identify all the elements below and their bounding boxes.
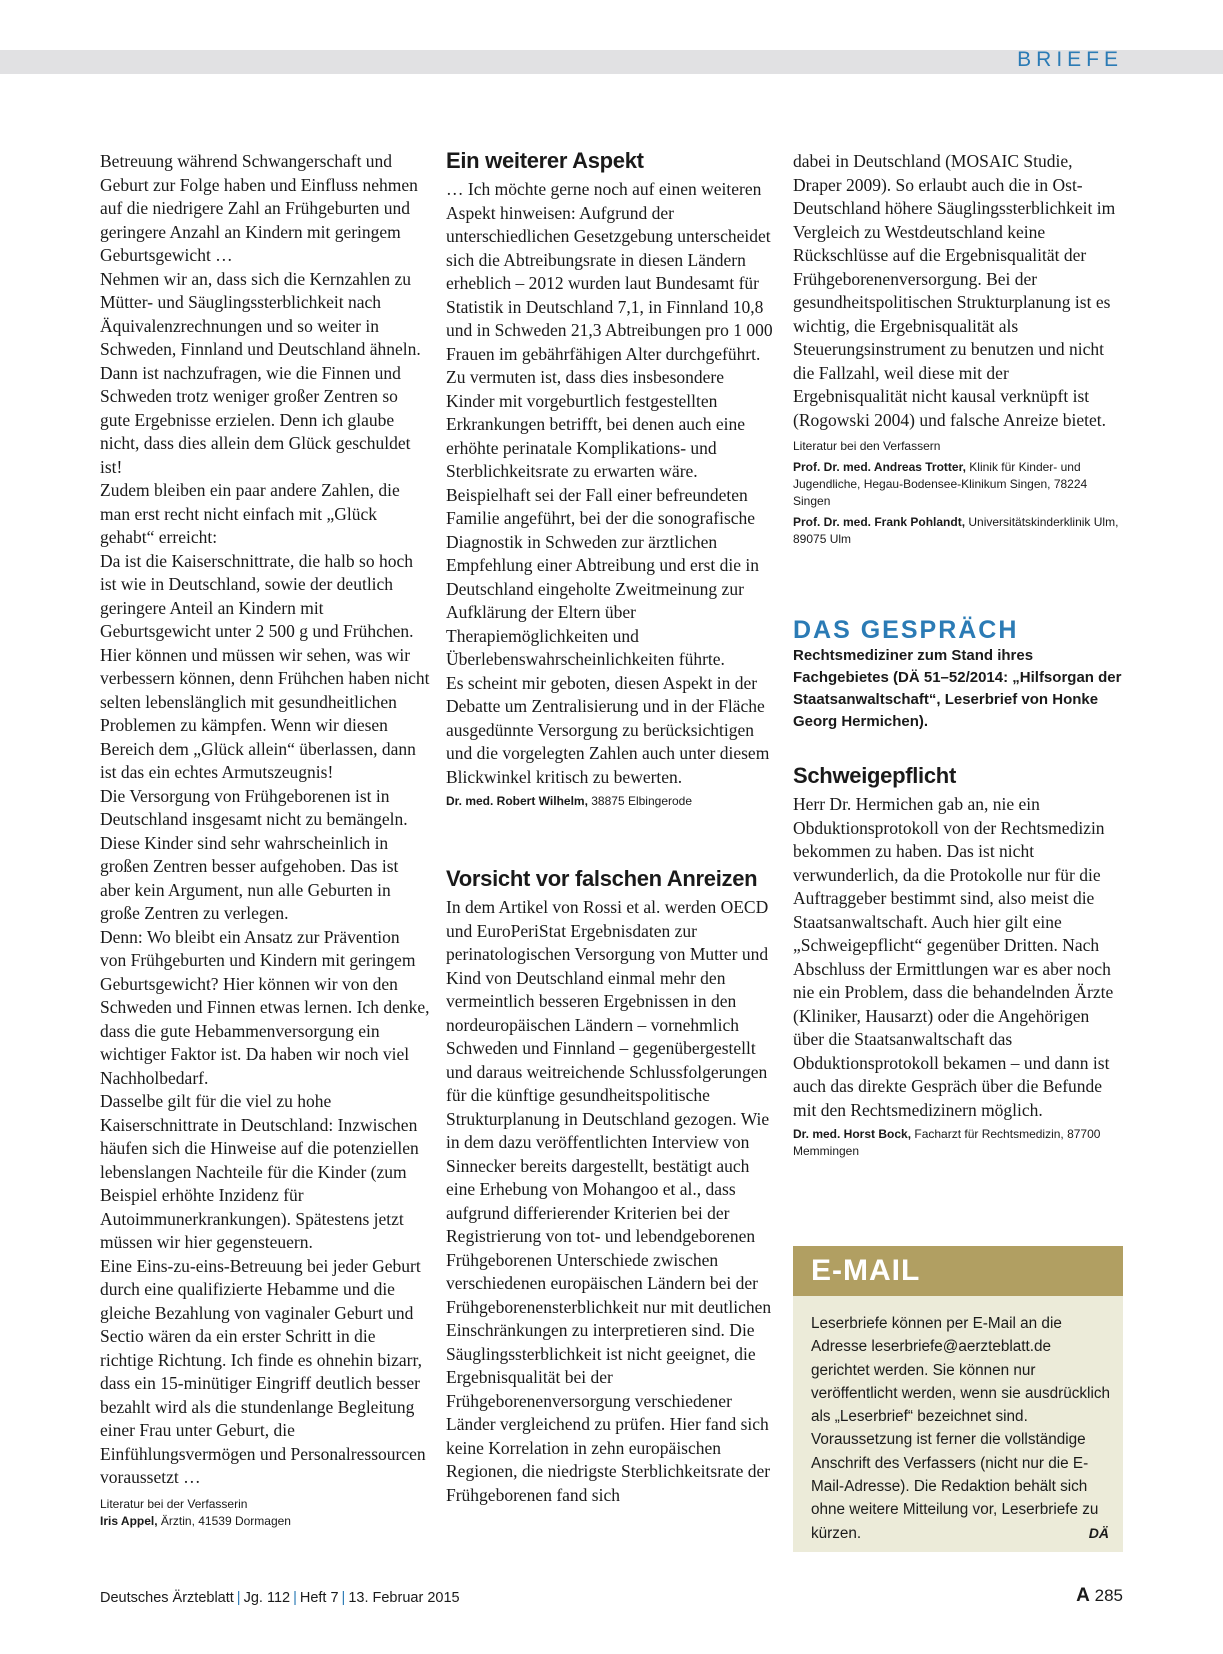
email-info-box [793,1246,1123,1552]
letter-body [793,793,1123,1122]
author-signature [446,793,776,810]
author-signature [100,1513,430,1530]
page-footer [100,1590,460,1606]
paragraph: Nehmen wir an, dass sich die Kernzahlen zu Mütter- und Säuglingssterblichkeit nach Äquivalenzrechnungen und so weiter in Schweden, Finnland und Deutschland ähneln. Dann ist nachzufragen, wie die Finnen und Schweden trotz weniger großer Zentren so gute Ergebnisse erzielen. Denn ich glaube nicht, dass dies allein dem Glück geschuldet ist! [100,268,421,477]
section-subtitle: Rechtsmediziner zum Stand ihres Fachgebietes (DÄ 51–52/2014: „Hilfsorgan der Staatsanwaltschaft“, Leserbrief von Honke Georg Hermichen). [793,647,1122,730]
email-box-text [793,1296,1123,1545]
section-label: BRIEFE [1017,48,1123,71]
literature-note: Literatur bei den Verfassern [793,439,941,453]
letter-heading: Ein weiterer Aspekt [446,148,644,173]
author-detail: Facharzt für Rechtsmedizin, 87700 Memmingen [793,1127,1101,1158]
letter-heading: Vorsicht vor falschen Anreizen [446,866,758,891]
letter-heading: Schweigepflicht [793,763,956,788]
paragraph: Da ist die Kaiserschnittrate, die halb so hoch ist wie in Deutschland, sowie der deutlich geringere Anteil an Kindern mit Geburtsgewicht unter 2 500 g und Frühchen. Hier können und müssen wir sehen, was wir verbessern können, denn Frühchen haben nicht selten lebenslänglich mit gesundheitlichen Problemen zu kämpfen. Wenn wir diesen Bereich dem „Glück allein“ überlassen, dann ist das ein echtes Armutszeugnis! [100,550,430,782]
paragraph: … Ich möchte gerne noch auf einen weiteren Aspekt hinweisen: Aufgrund der unterschiedlichen Gesetzgebung unterscheidet sich die Abtreibungsrate in diesen Ländern erheblich – 2012 wurden laut Bundesamt für Statistik in Deutschland 7,1, in Finnland 10,8 und in Schweden 21,3 Abtreibungen pro 1 000 Frauen im gebährfähigen Alter durchgeführt. Zu vermuten ist, dass dies insbesondere Kinder mit vorgeburtlich festgestellten Erkrankungen betrifft, bei denen auch eine erhöhte perinatale Komplikations- und Sterblichkeitsrate zu erwarten wäre. Beispielhaft sei der Fall einer befreundeten Familie angeführt, bei der die sonografische Diagnostik in Schweden zur ärztlichen Empfehlung einer Abtreibung und erst die in Deutschland eingeholte Zweitmeinung zur Aufklärung der Eltern über Therapiemöglichkeiten und Überlebenswahrscheinlichkeiten führte. [446,179,773,669]
page-prefix: A [1076,1585,1090,1606]
email-box-signature: DÄ [1088,1524,1109,1541]
email-box-title: E-MAIL [793,1246,1123,1296]
literature-note: Literatur bei der Verfasserin [100,1496,248,1511]
journal-issue: Heft 7 [299,1590,339,1606]
author-name: Prof. Dr. med. Andreas Trotter, [793,460,966,474]
paragraph: Betreuung während Schwangerschaft und Geburt zur Folge haben und Einfluss nehmen auf die niedrigere Zahl an Frühgeburten und geringere Anzahl an Kindern mit geringem Geburtsgewicht … [100,151,418,265]
paragraph: dabei in Deutschland (MOSAIC Studie, Draper 2009). So erlaubt auch die in Ost-Deutschland höhere Säuglingssterblichkeit im Vergleich zu Westdeutschland keine Rückschlüsse auf die Ergebnisqualität der Frühgeborenenversorgung. Bei der gesundheitspolitischen Strukturplanung ist es wichtig, die Ergebnisqualität als Steuerungsinstrument zu benutzen und nicht die Fallzahl, weil diese mit der Ergebnisqualität nicht kausal verknüpft ist (Rogowski 2004) und falsche Anreize bietet. [793,151,1116,430]
paragraph: Zudem bleiben ein paar andere Zahlen, die man erst recht nicht einfach mit „Glück gehabt“ erreicht: [100,480,400,547]
author-detail: Klinik für Kinder- und Jugendliche, Hegau-Bodensee-Klinikum Singen, 78224 Singen [793,460,1088,508]
paragraph: Die Versorgung von Frühgeborenen ist in Deutschland insgesamt nicht zu bemängeln. Diese Kinder sind sehr wahrscheinlich in großen Zentren besser aufgehoben. Das ist aber kein Argument, nun alle Geburten in große Zentren zu verlegen. [100,785,408,923]
author-name: Dr. med. Robert Wilhelm, [446,794,588,808]
email-box-body: Leserbriefe können per E-Mail an die Adresse leserbriefe@aerzteblatt.de gerichtet werden. Sie können nur veröffentlicht werden, wenn sie ausdrücklich als „Leserbrief“ bezeichnet sind. Voraussetzung ist ferner die vollständige Anschrift des Verfassers (nicht nur die E-Mail-Adresse). Die Redaktion behält sich ohne weitere Mitteilung vor, Leserbriefe zu kürzen. [811,1315,1111,1542]
letter-body [793,150,1123,432]
author-name: Prof. Dr. med. Frank Pohlandt, [793,515,966,529]
paragraph: Eine Eins-zu-eins-Betreuung bei jeder Geburt durch eine qualifizierte Hebamme und die gleiche Bezahlung von vaginaler Geburt und Sectio wären da ein erster Schritt in die richtige Richtung. Ich finde es ohnehin bizarr, dass ein 15-minütiger Eingriff deutlich besser bezahlt wird als die stundenlange Begleitung einer Frau unter Geburt, die Einfühlungsvermögen und Personalressourcen voraussetzt … [100,1255,426,1487]
paragraph: Denn: Wo bleibt ein Ansatz zur Prävention von Frühgeburten und Kindern mit geringem Geburtsgewicht? Hier können wir von den Schweden und Finnen etwas lernen. Ich denke, dass die gute Hebammenversorgung ein wichtiger Faktor ist. Da haben wir noch viel Nachholbedarf. [100,926,430,1088]
author-signature [793,459,1123,510]
column-1 [100,150,430,1530]
author-signature [793,1126,1123,1160]
column-3 [793,150,1123,1160]
author-name: Dr. med. Horst Bock, [793,1127,912,1141]
author-detail: Ärztin, 41539 Dormagen [157,1513,291,1528]
journal-date: 13. Februar 2015 [348,1590,460,1606]
journal-name: Deutsches Ärzteblatt [100,1590,234,1606]
section-title: DAS GESPRÄCH [793,616,1019,644]
page-number [1076,1585,1123,1607]
letter-body [446,896,776,1507]
footer-separator: | [236,1590,241,1606]
column-2 [446,148,776,1507]
journal-volume: Jg. 112 [243,1590,291,1606]
paragraph: In dem Artikel von Rossi et al. werden OECD und EuroPeriStat Ergebnisdaten zur perinatologischen Versorgung von Mutter und Kind von Deutschland einmal mehr den vermeintlich besseren Ergebnissen in den nordeuropäischen Ländern – vornehmlich Schweden und Finnland – gegenübergestellt und daraus weitreichende Schlussfolgerungen für die künftige gesundheitspolitische Strukturplanung in Deutschland gezogen. Wie in dem dazu veröffentlichten Interview von Sinnecker bereits dargestellt, bestätigt auch eine Erhebung von Mohangoo et al., dass aufgrund differierender Kriterien bei der Registrierung von tot- und lebendgeborenen Frühgeborenen Unterschiede zwischen verschiedenen europäischen Ländern bei der Frühgeborenensterblichkeit nur mit deutlichen Einschränkungen zu interpretieren sind. Die Säuglingssterblichkeit ist nicht geeignet, die Ergebnisqualität bei der Frühgeborenenversorgung verschiedener Länder vergleichend zu prüfen. Hier fand sich keine Korrelation in zehn europäischen Regionen, die niedrigste Sterblichkeitsrate der Frühgeborenen fand sich [446,897,772,1505]
footer-separator: | [293,1590,297,1606]
letter-body [100,150,430,1490]
footer-separator: | [341,1590,346,1606]
author-detail: Universitätskinderklinik Ulm, 89075 Ulm [793,515,1119,546]
paragraph: Es scheint mir geboten, diesen Aspekt in der Debatte um Zentralisierung und in der Fläche ausgedünnte Versorgung zu berücksichtigen und die vorgelegten Zahlen auch unter diesem Blickwinkel kritisch zu bewerten. [446,672,770,787]
paragraph: Herr Dr. Hermichen gab an, nie ein Obduktionsprotokoll von der Rechtsmedizin bekommen zu haben. Das ist nicht verwunderlich, da die Protokolle nur für die Auftraggeber bestimmt sind, also meist die Staatsanwaltschaft. Auch hier gilt eine „Schweigepflicht“ gegenüber Dritten. Nach Abschluss der Ermittlungen war es aber noch nie ein Problem, dass die behandelnden Ärzte (Kliniker, Hausarzt) oder die Angehörigen über die Staatsanwaltschaft das Obduktionsprotokoll bekamen – und dann ist auch das direkte Gespräch über die Befunde mit den Rechtsmedizinern möglich. [793,794,1114,1120]
page-number-value: 285 [1094,1586,1123,1605]
author-signature [793,514,1123,548]
letter-body [446,178,776,789]
paragraph: Dasselbe gilt für die viel zu hohe Kaiserschnittrate in Deutschland: Inzwischen häufen sich die Hinweise auf die potenziellen lebenslangen Nachteile für die Kinder (zum Beispiel erhöhte Inzidenz für Autoimmunerkrankungen). Spätestens jetzt müssen wir hier gegensteuern. [100,1091,419,1252]
author-detail: 38875 Elbingerode [587,794,693,808]
author-name: Iris Appel, [100,1513,158,1528]
